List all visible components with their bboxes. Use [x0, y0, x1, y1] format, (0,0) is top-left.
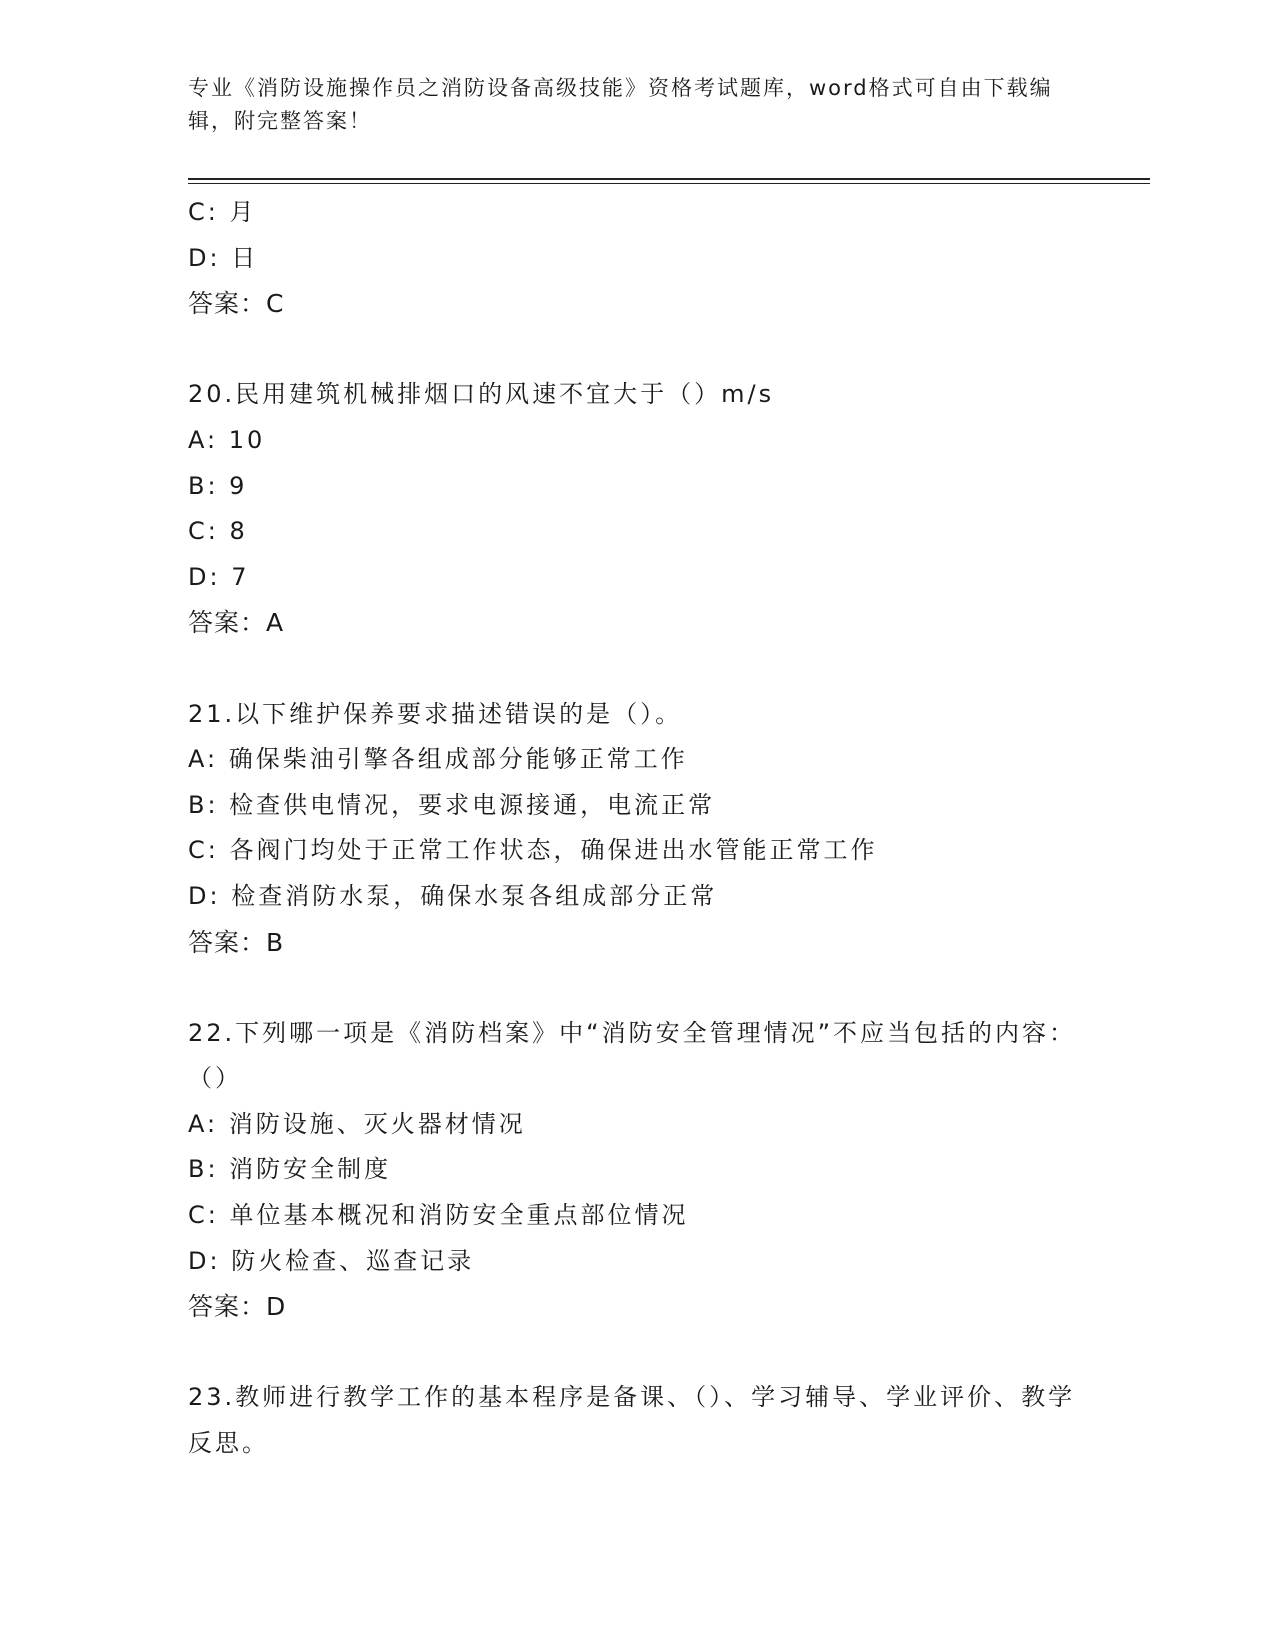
option-d: D: 日 — [188, 243, 259, 272]
answer-line: 答案：D — [188, 1292, 287, 1322]
option-c: C: 月 — [188, 198, 257, 226]
option-d: D: 7 — [188, 562, 250, 591]
question-stem: 23.教师进行教学工作的基本程序是备课、（）、学习辅导、学业评价、教学反思。 — [188, 1383, 1076, 1458]
option-b: B: 消防安全制度 — [188, 1155, 392, 1184]
answer-line: 答案：C — [188, 289, 285, 319]
document-header: 专业《消防设施操作员之消防设备高级技能》资格考试题库，word格式可自由下载编辑，附完整答案！ — [188, 76, 1053, 133]
option-c: C: 单位基本概况和消防安全重点部位情况 — [188, 1201, 689, 1230]
answer-line: 答案：A — [188, 608, 285, 638]
header-divider — [188, 178, 1150, 180]
question-stem: 20.民用建筑机械排烟口的风速不宜大于（）m/s — [188, 380, 775, 409]
option-c: C: 8 — [188, 517, 248, 546]
option-b: B: 检查供电情况，要求电源接通，电流正常 — [188, 790, 716, 819]
option-d: D: 防火检查、巡查记录 — [188, 1246, 475, 1275]
header-divider-thin — [188, 183, 1150, 184]
question-list — [188, 190, 1088, 1467]
question-stem: 21.以下维护保养要求描述错误的是（）。 — [188, 699, 683, 728]
option-a: A: 确保柴油引擎各组成部分能够正常工作 — [188, 745, 688, 774]
answer-line: 答案：B — [188, 927, 285, 957]
option-c: C: 各阀门均处于正常工作状态，确保进出水管能正常工作 — [188, 836, 878, 865]
option-a: A: 消防设施、灭火器材情况 — [188, 1109, 526, 1138]
option-b: B: 9 — [188, 471, 248, 500]
option-d: D: 检查消防水泵，确保水泵各组成部分正常 — [188, 881, 718, 910]
option-a: A: 10 — [188, 425, 266, 454]
question-stem: 22.下列哪一项是《消防档案》中“消防安全管理情况”不应当包括的内容：（） — [188, 1018, 1077, 1093]
